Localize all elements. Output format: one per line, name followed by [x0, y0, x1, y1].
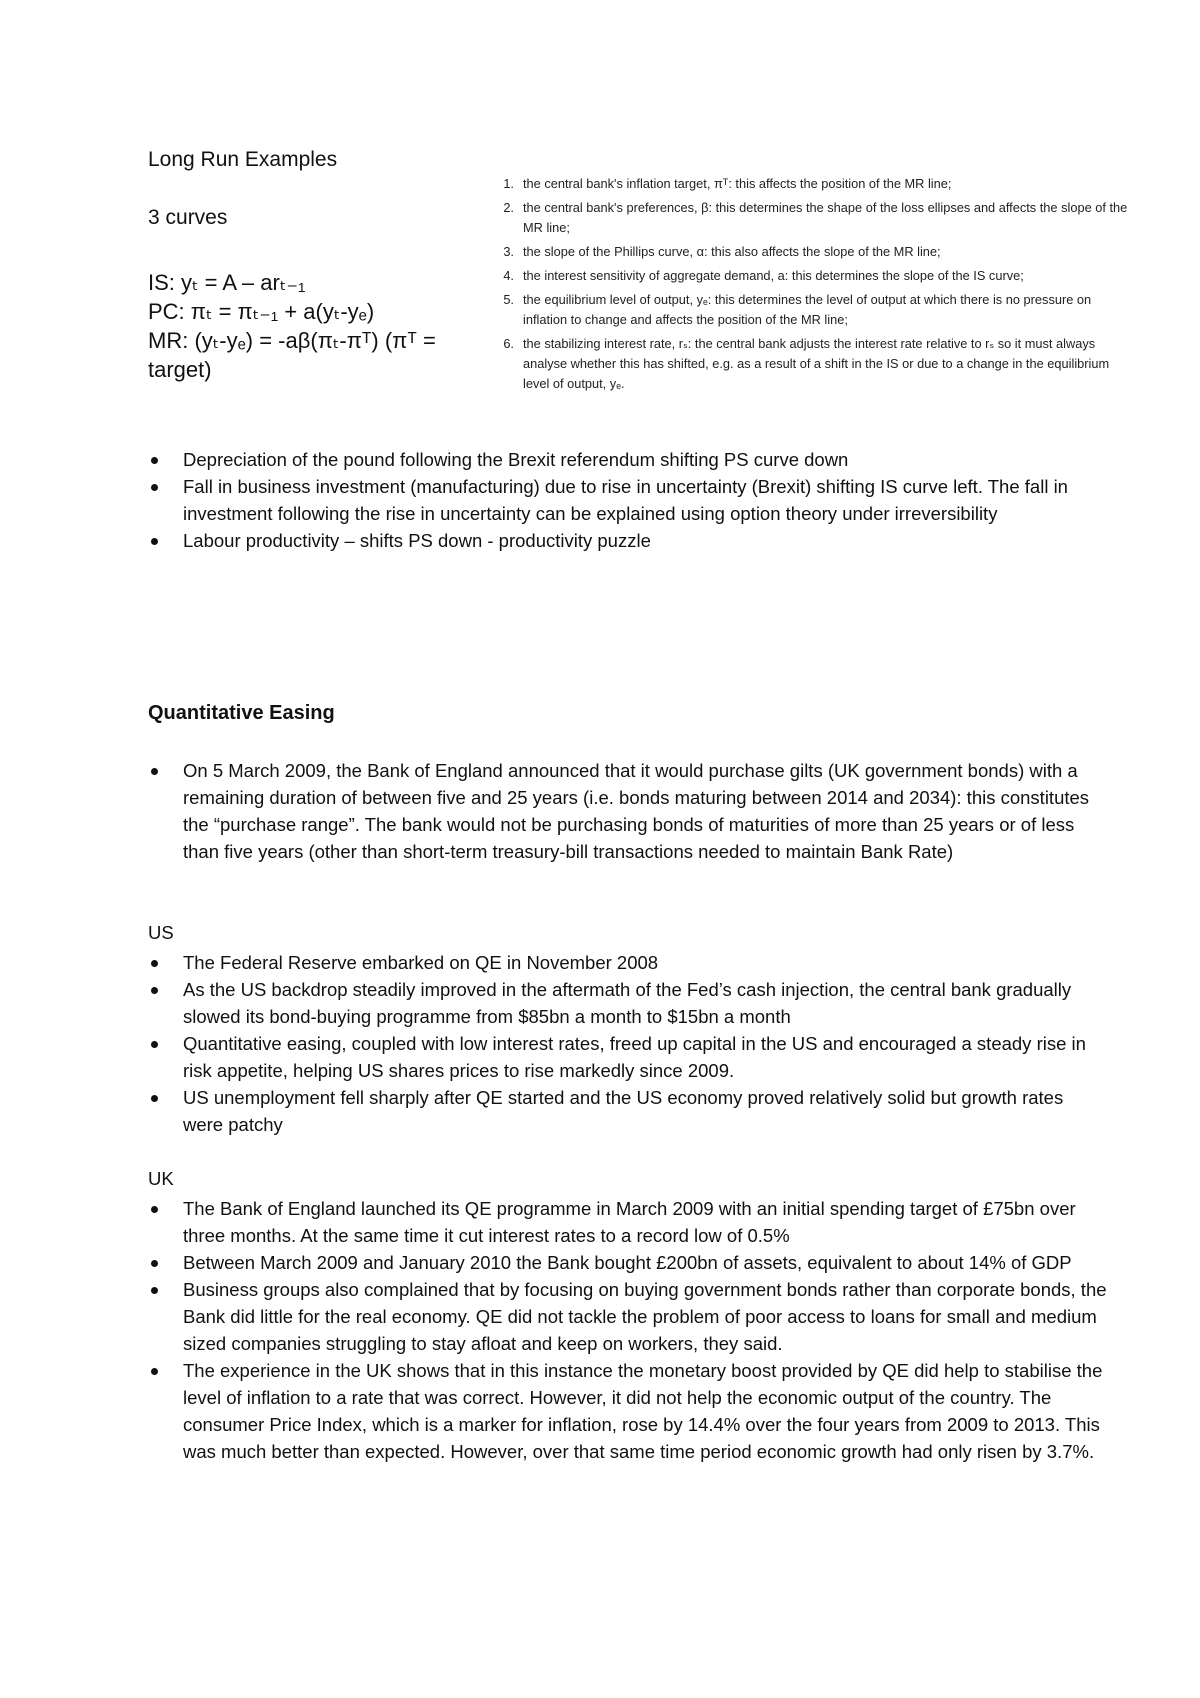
is-equation: IS: yₜ = A – arₜ₋₁ — [148, 270, 306, 295]
mr-equation-target: target) — [148, 357, 212, 382]
curves-label: 3 curves — [148, 206, 228, 229]
mr-equation: MR: (yₜ-yₑ) = -aβ(πₜ-πᵀ) (πᵀ = — [148, 328, 436, 353]
list-item: US unemployment fell sharply after QE started and the US economy proved relatively solid but growth rates were patchy — [148, 1084, 1108, 1138]
list-item: Business groups also complained that by focusing on buying government bonds rather than corporate bonds, the Bank did little for the real economy. QE did not tackle the problem of poor access to loans for small and medium sized companies struggling to stay afloat and keep on workers, they said. — [148, 1276, 1108, 1357]
uk-label: UK — [148, 1168, 174, 1189]
list-item: On 5 March 2009, the Bank of England announced that it would purchase gilts (UK government bonds) with a remaining duration of between five and 25 years (i.e. bonds maturing between 2014 and 2034): this constitutes the “purchase range”. The bank would not be purchasing bonds of maturities of more than 25 years or of less than five years (other than short-term treasury-bill transactions needed to maintain Bank Rate) — [148, 757, 1108, 865]
list-item: Fall in business investment (manufacturing) due to rise in uncertainty (Brexit) shifting IS curve left. The fall in investment following the rise in uncertainty can be explained using option theory under irreversibility — [148, 473, 1108, 527]
us-label: US — [148, 922, 174, 943]
factor-item: 3. the slope of the Phillips curve, α: this also affects the slope of the MR line; — [503, 244, 941, 259]
list-item: Quantitative easing, coupled with low interest rates, freed up capital in the US and encouraged a steady rise in risk appetite, helping US shares prices to rise markedly since 2009. — [148, 1030, 1108, 1084]
pc-equation: PC: πₜ = πₜ₋₁ + a(yₜ-yₑ) — [148, 299, 375, 324]
list-item: Labour productivity – shifts PS down - productivity puzzle — [148, 527, 1108, 554]
factor-item: 1. the central bank's inflation target, πᵀ: this affects the position of the MR line; — [503, 176, 952, 191]
uk-bullets — [148, 1195, 1108, 1465]
factor-item: 4. the interest sensitivity of aggregate demand, a: this determines the slope of the IS curve; — [503, 268, 1024, 283]
model-factors-list — [490, 174, 1130, 398]
qe-bullets — [148, 757, 1108, 865]
factor-item: 2. the central bank's preferences, β: this determines the shape of the loss ellipses and affects the slope of the MR line; — [503, 200, 1128, 235]
list-item: As the US backdrop steadily improved in the aftermath of the Fed’s cash injection, the central bank gradually slowed its bond-buying programme from $85bn a month to $15bn a month — [148, 976, 1108, 1030]
long-run-bullets — [148, 446, 1108, 554]
list-item: Between March 2009 and January 2010 the Bank bought £200bn of assets, equivalent to about 14% of GDP — [148, 1249, 1108, 1276]
us-bullets — [148, 949, 1108, 1138]
list-item: The experience in the UK shows that in this instance the monetary boost provided by QE did help to stabilise the level of inflation to a rate that was correct. However, it did not help the economic output of the country. The consumer Price Index, which is a marker for inflation, rose by 14.4% over the four years from 2009 to 2013. This was much better than expected. However, over that same time period economic growth had only risen by 3.7%. — [148, 1357, 1108, 1465]
list-item: Depreciation of the pound following the Brexit referendum shifting PS curve down — [148, 446, 1108, 473]
qe-heading: Quantitative Easing — [148, 702, 335, 724]
factor-item: 6. the stabilizing interest rate, rₛ: the central bank adjusts the interest rate relative to rₛ so it must always analyse whether this has shifted, e.g. as a result of a shift in the IS or due to a change in the equilibrium level of output, yₑ. — [503, 336, 1110, 391]
page-title: Long Run Examples — [148, 148, 338, 171]
list-item: The Federal Reserve embarked on QE in November 2008 — [148, 949, 1108, 976]
list-item: The Bank of England launched its QE programme in March 2009 with an initial spending target of £75bn over three months. At the same time it cut interest rates to a record low of 0.5% — [148, 1195, 1108, 1249]
factor-item: 5. the equilibrium level of output, yₑ: this determines the level of output at which there is no pressure on inflation to change and affects the position of the MR line; — [503, 292, 1092, 327]
